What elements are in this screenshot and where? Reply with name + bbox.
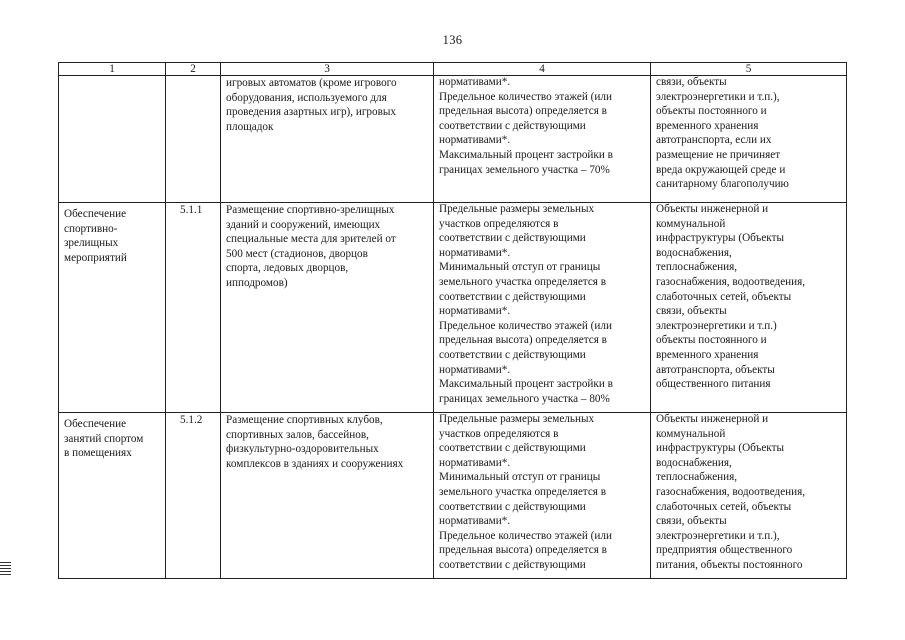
use-objects-text: Объекты инженерной и коммунальной инфраструктуры (Объекты водоснабжения, теплоснабжения, газоснабжения, водоотведения, слаботочных сетей, объекты связи, объекты электроэнергетики и т.п.), предприятия общественного питания, объекты постоянного xyxy=(656,413,806,571)
use-name-cell xyxy=(59,76,166,203)
use-parameters-text: Предельные размеры земельных участков определяются в соответствии с действующими нормативами*. Минимальный отступ от границы земельного участка определяется в соответствии с действующими нормативами*. Предельное количество этажей (или предельная высота) определяется в соответствии с действующими нормативами*. Максимальный процент застройки в границах земельного участка – 80% xyxy=(439,203,613,405)
use-parameters-cell xyxy=(434,76,651,203)
use-parameters-text: Предельные размеры земельных участков определяются в соответствии с действующими нормативами*. Минимальный отступ от границы земельного участка определяется в соответствии с действующими нормативами*. Предельное количество этажей (или предельная высота) определяется в соответствии с действующими xyxy=(439,413,612,571)
scan-edge-mark xyxy=(0,565,11,566)
header-cell-5: 5 xyxy=(651,63,847,76)
use-code-text: 5.1.1 xyxy=(180,204,203,216)
use-description-cell xyxy=(221,203,434,413)
table-row xyxy=(59,76,847,203)
use-description-text: Размещение спортивных клубов, спортивных залов, бассейнов, физкультурно-оздоровительных комплексов в зданиях и сооружениях xyxy=(226,414,404,470)
page-number: 136 xyxy=(442,33,463,47)
scan-edge-mark xyxy=(0,574,11,575)
use-parameters-cell xyxy=(434,203,651,413)
use-parameters-cell xyxy=(434,413,651,579)
scan-edge-mark xyxy=(0,562,11,563)
use-objects-cell xyxy=(651,76,847,203)
use-description-text: Размещение спортивно-зрелищных зданий и сооружений, имеющих специальные места для зрителей от 500 мест (стадионов, дворцов спорта, ледовых дворцов, ипподромов) xyxy=(226,204,396,289)
header-cell-1: 1 xyxy=(59,63,166,76)
use-code-text: 5.1.2 xyxy=(180,414,203,426)
header-cell-3: 3 xyxy=(221,63,434,76)
use-code-cell xyxy=(166,203,221,413)
use-objects-text: связи, объекты электроэнергетики и т.п.), объекты постоянного и временного хранения автотранспорта, если их размещение не причиняет вреда окружающей среде и санитарному благополучию xyxy=(656,76,789,191)
header-cell-2: 2 xyxy=(166,63,221,76)
use-objects-text: Объекты инженерной и коммунальной инфраструктуры (Объекты водоснабжения, теплоснабжения, газоснабжения, водоотведения, слаботочных сетей, объекты связи, объекты электроэнергетики и т.п.) объекты постоянного и временного хранения автотранспорта, объекты общественного питания xyxy=(656,203,806,391)
table-header-row xyxy=(59,63,847,76)
use-description-text: игровых автоматов (кроме игрового оборудования, используемого для проведения азартных игр), игровых площадок xyxy=(226,77,397,133)
permitted-use-table xyxy=(58,62,847,579)
header-cell-4: 4 xyxy=(434,63,651,76)
scan-edge-mark xyxy=(0,571,11,572)
use-description-cell xyxy=(221,76,434,203)
use-name-text: Обеспечение спортивно- зрелищных мероприятий xyxy=(64,208,127,264)
use-objects-cell xyxy=(651,413,847,579)
use-name-cell xyxy=(59,413,166,579)
table-row xyxy=(59,203,847,413)
use-name-cell xyxy=(59,203,166,413)
use-parameters-text: нормативами*. Предельное количество этажей (или предельная высота) определяется в соответствии с действующими нормативами*. Максимальный процент застройки в границах земельного участка – 70% xyxy=(439,76,613,176)
use-objects-cell xyxy=(651,203,847,413)
use-name-text: Обеспечение занятий спортом в помещениях xyxy=(64,418,144,460)
use-code-cell xyxy=(166,413,221,579)
use-code-cell xyxy=(166,76,221,203)
scan-edge-mark xyxy=(0,568,11,569)
use-description-cell xyxy=(221,413,434,579)
table-row xyxy=(59,413,847,579)
